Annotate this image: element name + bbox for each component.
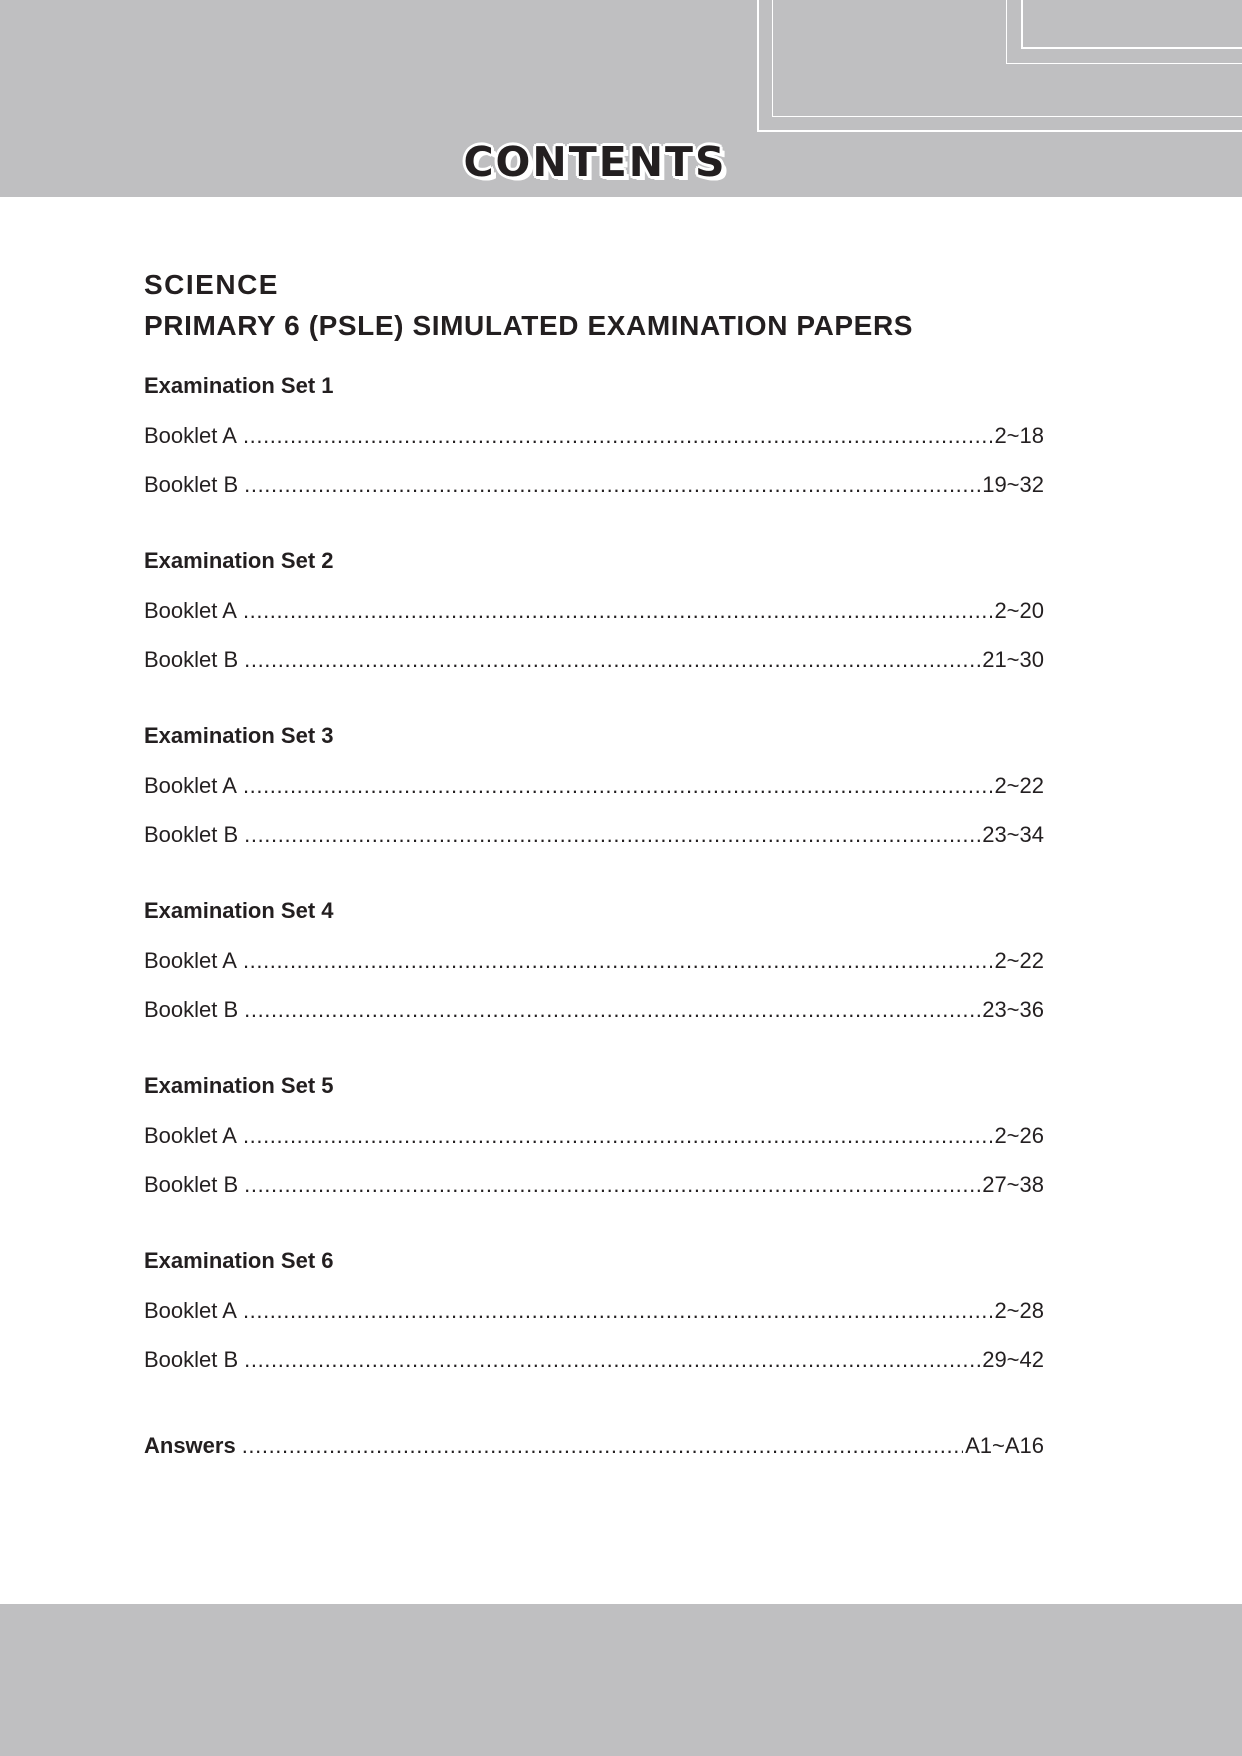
toc-entry-pages: 21~30 xyxy=(982,647,1044,672)
dot-leader xyxy=(244,1160,980,1209)
toc-entry-pages: 23~36 xyxy=(982,997,1044,1022)
toc-entry-label: Booklet B xyxy=(144,1347,239,1372)
exam-set-title: Examination Set 1 xyxy=(144,373,334,398)
toc-entry-label: Booklet B xyxy=(144,472,239,497)
exam-set-title: Examination Set 5 xyxy=(144,1073,334,1098)
toc-entry-pages: 2~18 xyxy=(994,423,1044,448)
toc-entry-label: Booklet B xyxy=(144,997,239,1022)
exam-set-5 xyxy=(144,1071,1044,1209)
toc-entry-pages: 23~34 xyxy=(982,822,1044,847)
toc-entry[interactable] xyxy=(144,761,1044,810)
toc-entry[interactable] xyxy=(144,936,1044,985)
toc-entry-pages: 2~26 xyxy=(994,1123,1044,1148)
dot-leader xyxy=(243,586,992,635)
toc-entry-label: Booklet B xyxy=(144,1172,239,1197)
answers-entry[interactable] xyxy=(144,1421,1044,1470)
toc-entry-pages: 2~22 xyxy=(994,948,1044,973)
toc-entry-pages: 29~42 xyxy=(982,1347,1044,1372)
answers-pages: A1~A16 xyxy=(965,1433,1044,1458)
dot-leader xyxy=(243,936,992,985)
table-of-contents xyxy=(144,264,1044,1470)
footer-band xyxy=(0,1604,1242,1756)
toc-entry-label: Booklet A xyxy=(144,1123,237,1148)
dot-leader xyxy=(244,810,980,859)
toc-entry-label: Booklet A xyxy=(144,423,237,448)
page-title: CONTENTS xyxy=(463,138,727,186)
exam-set-2 xyxy=(144,546,1044,684)
series-heading: PRIMARY 6 (PSLE) SIMULATED EXAMINATION PAPERS xyxy=(144,310,914,341)
toc-entry[interactable] xyxy=(144,810,1044,859)
toc-entry-pages: 2~20 xyxy=(994,598,1044,623)
dot-leader xyxy=(244,460,980,509)
exam-set-4 xyxy=(144,896,1044,1034)
decorative-frame xyxy=(1021,0,1242,49)
answers-label: Answers xyxy=(144,1433,236,1458)
toc-entry[interactable] xyxy=(144,1335,1044,1384)
dot-leader xyxy=(243,411,992,460)
dot-leader xyxy=(244,985,980,1034)
exam-set-1 xyxy=(144,371,1044,509)
toc-entry[interactable] xyxy=(144,1111,1044,1160)
dot-leader xyxy=(244,635,980,684)
toc-entry-label: Booklet B xyxy=(144,822,239,847)
toc-entry[interactable] xyxy=(144,411,1044,460)
toc-entry[interactable] xyxy=(144,635,1044,684)
dot-leader xyxy=(243,1286,992,1335)
exam-set-3 xyxy=(144,721,1044,859)
toc-entry-label: Booklet A xyxy=(144,773,237,798)
exam-set-title: Examination Set 4 xyxy=(144,898,334,923)
exam-set-title: Examination Set 3 xyxy=(144,723,334,748)
dot-leader xyxy=(242,1421,963,1470)
toc-entry-pages: 19~32 xyxy=(982,472,1044,497)
subject-heading: SCIENCE xyxy=(144,269,279,300)
toc-entry-label: Booklet A xyxy=(144,948,237,973)
toc-entry-pages: 2~22 xyxy=(994,773,1044,798)
toc-entry-pages: 27~38 xyxy=(982,1172,1044,1197)
exam-set-title: Examination Set 2 xyxy=(144,548,334,573)
toc-entry[interactable] xyxy=(144,460,1044,509)
toc-entry-label: Booklet B xyxy=(144,647,239,672)
exam-set-title: Examination Set 6 xyxy=(144,1248,334,1273)
toc-entry[interactable] xyxy=(144,1160,1044,1209)
toc-entry[interactable] xyxy=(144,985,1044,1034)
dot-leader xyxy=(244,1335,980,1384)
toc-entry-label: Booklet A xyxy=(144,1298,237,1323)
toc-entry[interactable] xyxy=(144,586,1044,635)
toc-entry[interactable] xyxy=(144,1286,1044,1335)
dot-leader xyxy=(243,761,992,810)
toc-entry-pages: 2~28 xyxy=(994,1298,1044,1323)
exam-set-6 xyxy=(144,1246,1044,1384)
dot-leader xyxy=(243,1111,992,1160)
toc-entry-label: Booklet A xyxy=(144,598,237,623)
